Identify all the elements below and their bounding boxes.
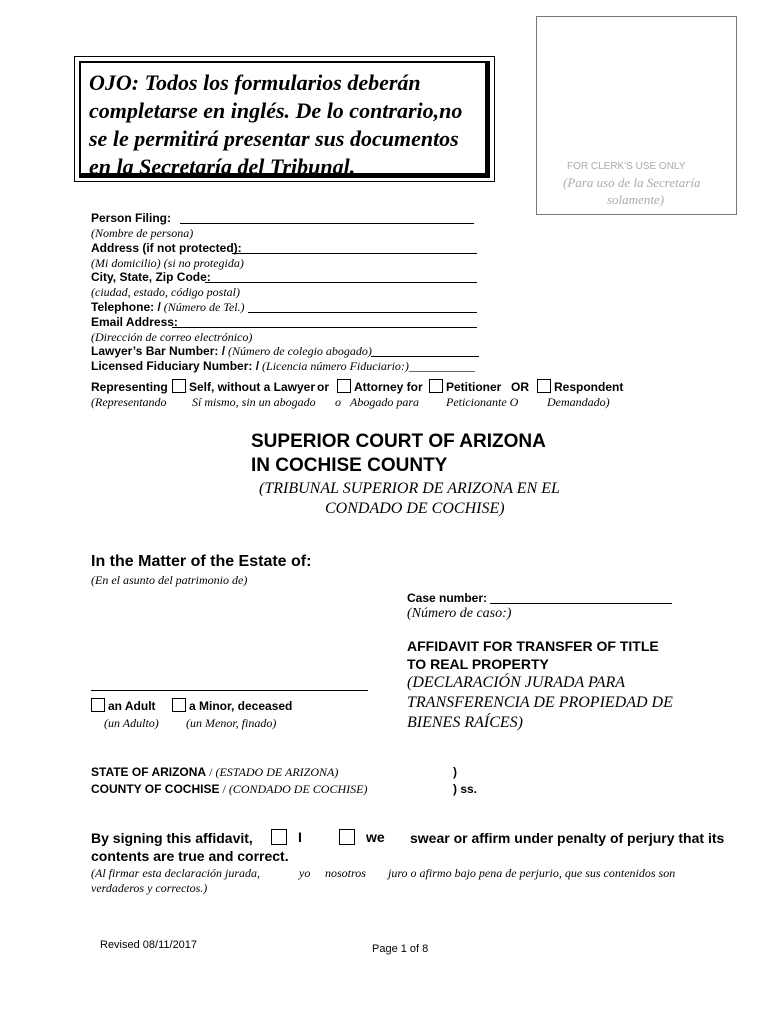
oath-es-a: (Al firmar esta declaración jurada, <box>91 866 260 880</box>
adult-label: an Adult <box>108 699 156 713</box>
minor-es: (un Menor, finado) <box>186 716 277 730</box>
oath-i-option[interactable] <box>271 829 302 845</box>
city-label: City, State, Zip Code: <box>91 270 211 284</box>
fiduciary-row <box>91 359 475 374</box>
notice-box <box>74 56 495 182</box>
address-label: Address (if not protected): <box>91 241 242 255</box>
oath-i-label: I <box>298 829 302 845</box>
person-filing-label: Person Filing: <box>91 211 172 225</box>
state-label: STATE OF ARIZONA <box>91 765 207 779</box>
county-venue: COUNTY OF COCHISE / (CONDADO DE COCHISE) <box>91 782 368 796</box>
address-es: (Mi domicilio) (si no protegida) <box>91 256 244 270</box>
county-label: COUNTY OF COCHISE <box>91 782 220 796</box>
fiduciary-label: Licensed Fiduciary Number: / <box>91 359 260 373</box>
respondent-option[interactable] <box>537 379 623 394</box>
court-county: IN COCHISE COUNTY <box>251 455 448 476</box>
decedent-name-line[interactable] <box>91 690 368 691</box>
state-es: (ESTADO DE ARIZONA) <box>215 765 339 779</box>
telephone-row <box>91 300 245 315</box>
document-title-2: TO REAL PROPERTY <box>407 656 549 672</box>
court-title-es: (TRIBUNAL SUPERIOR DE ARIZONA EN EL <box>259 480 560 497</box>
self-checkbox[interactable] <box>172 379 186 393</box>
telephone-input-line[interactable] <box>248 312 477 313</box>
self-es: Sí mismo, sin un abogado <box>192 395 316 409</box>
document-title-es-3: BIENES RAÍCES) <box>407 714 523 731</box>
oath-es-nosotros: nosotros <box>325 866 366 880</box>
petitioner-label: Petitioner <box>446 380 502 394</box>
respondent-checkbox[interactable] <box>537 379 551 393</box>
self-label: Self, without a Lawyer <box>189 380 316 394</box>
notice-text <box>89 69 462 181</box>
notice-line: en la Secretaría del Tribunal. <box>89 154 356 179</box>
address-input-line[interactable] <box>232 253 477 254</box>
minor-label: a Minor, deceased <box>189 699 293 713</box>
minor-checkbox[interactable] <box>172 698 186 712</box>
oath-we-checkbox[interactable] <box>339 829 355 845</box>
petitioner-checkbox[interactable] <box>429 379 443 393</box>
clerk-label-es-2: solamente) <box>607 192 665 207</box>
notice-inner-border <box>79 61 490 178</box>
court-county-es: CONDADO DE COCHISE) <box>325 500 505 517</box>
oath-text-2: contents are true and correct. <box>91 848 289 864</box>
state-venue: STATE OF ARIZONA / (ESTADO DE ARIZONA) <box>91 765 339 779</box>
petitioner-option[interactable] <box>429 379 501 394</box>
venue-ss: ) ss. <box>453 782 478 796</box>
respondent-es: Demandado) <box>547 395 610 409</box>
oath-we-label: we <box>366 829 385 845</box>
person-filing-es: (Nombre de persona) <box>91 226 194 240</box>
bar-number-label: Lawyer’s Bar Number: / <box>91 344 226 358</box>
attorney-es: Abogado para <box>350 395 419 409</box>
case-number-input-line[interactable] <box>490 603 672 604</box>
or-label-2: OR <box>511 380 529 394</box>
representing-label: Representing <box>91 380 168 394</box>
email-es: (Dirección de correo electrónico) <box>91 330 253 344</box>
revised-date: Revised 08/11/2017 <box>100 939 198 951</box>
court-title: SUPERIOR COURT OF ARIZONA <box>251 431 546 452</box>
venue-paren: ) <box>453 765 457 779</box>
adult-option[interactable] <box>91 698 156 713</box>
oath-lead: By signing this affidavit, <box>91 830 253 846</box>
oath-es-d: juro o afirmo bajo pena de perjurio, que sus contenidos son <box>388 866 676 880</box>
or-label: or <box>317 380 329 394</box>
attorney-option[interactable] <box>337 379 423 394</box>
petitioner-es: Peticionante O <box>446 395 519 409</box>
matter-heading: In the Matter of the Estate of: <box>91 553 312 570</box>
case-number-es: (Número de caso:) <box>407 606 512 621</box>
person-filing-input-line[interactable] <box>180 223 474 224</box>
attorney-label: Attorney for <box>354 380 423 394</box>
matter-heading-es: (En el asunto del patrimonio de) <box>91 573 248 587</box>
case-number-label: Case number: <box>407 591 488 605</box>
bar-number-es: (Número de colegio abogado) <box>228 344 372 358</box>
clerk-use-box <box>536 16 737 215</box>
adult-checkbox[interactable] <box>91 698 105 712</box>
oath-we-option[interactable] <box>339 829 385 845</box>
county-es: (CONDADO DE COCHISE) <box>228 782 368 796</box>
oath-es-2: verdaderos y correctos.) <box>91 881 208 895</box>
bar-number-row <box>91 344 372 359</box>
oath-text: swear or affirm under penalty of perjury that its <box>410 830 725 846</box>
attorney-checkbox[interactable] <box>337 379 351 393</box>
telephone-label: Telephone: / <box>91 300 161 314</box>
adult-es: (un Adulto) <box>104 716 159 730</box>
bar-number-input-line[interactable] <box>371 356 479 357</box>
email-label: Email Address: <box>91 315 178 329</box>
respondent-label: Respondent <box>554 380 624 394</box>
notice-line: OJO: Todos los formularios deberán <box>89 70 421 95</box>
representing-es: (Representando <box>91 395 167 409</box>
notice-line: completarse en inglés. De lo contrario,no <box>89 98 463 123</box>
clerk-label-es: (Para uso de la Secretaría <box>563 175 701 190</box>
oath-es-yo: yo <box>299 866 311 880</box>
fiduciary-es: (Licencia número Fiduciario:)___________ <box>262 359 475 373</box>
document-title-es: (DECLARACIÓN JURADA PARA <box>407 674 626 691</box>
page-number: Page 1 of 8 <box>372 943 429 955</box>
or-es: o <box>335 395 341 409</box>
document-title: AFFIDAVIT FOR TRANSFER OF TITLE <box>407 638 659 654</box>
email-input-line[interactable] <box>172 327 477 328</box>
document-title-es-2: TRANSFERENCIA DE PROPIEDAD DE <box>407 694 673 711</box>
city-input-line[interactable] <box>205 282 477 283</box>
notice-line: se le permitirá presentar sus documentos <box>89 126 459 151</box>
clerk-label: FOR CLERK'S USE ONLY <box>567 161 686 172</box>
oath-i-checkbox[interactable] <box>271 829 287 845</box>
minor-option[interactable] <box>172 698 292 713</box>
city-es: (ciudad, estado, código postal) <box>91 285 240 299</box>
telephone-es: (Número de Tel.) <box>163 300 245 314</box>
self-option[interactable] <box>172 379 315 394</box>
